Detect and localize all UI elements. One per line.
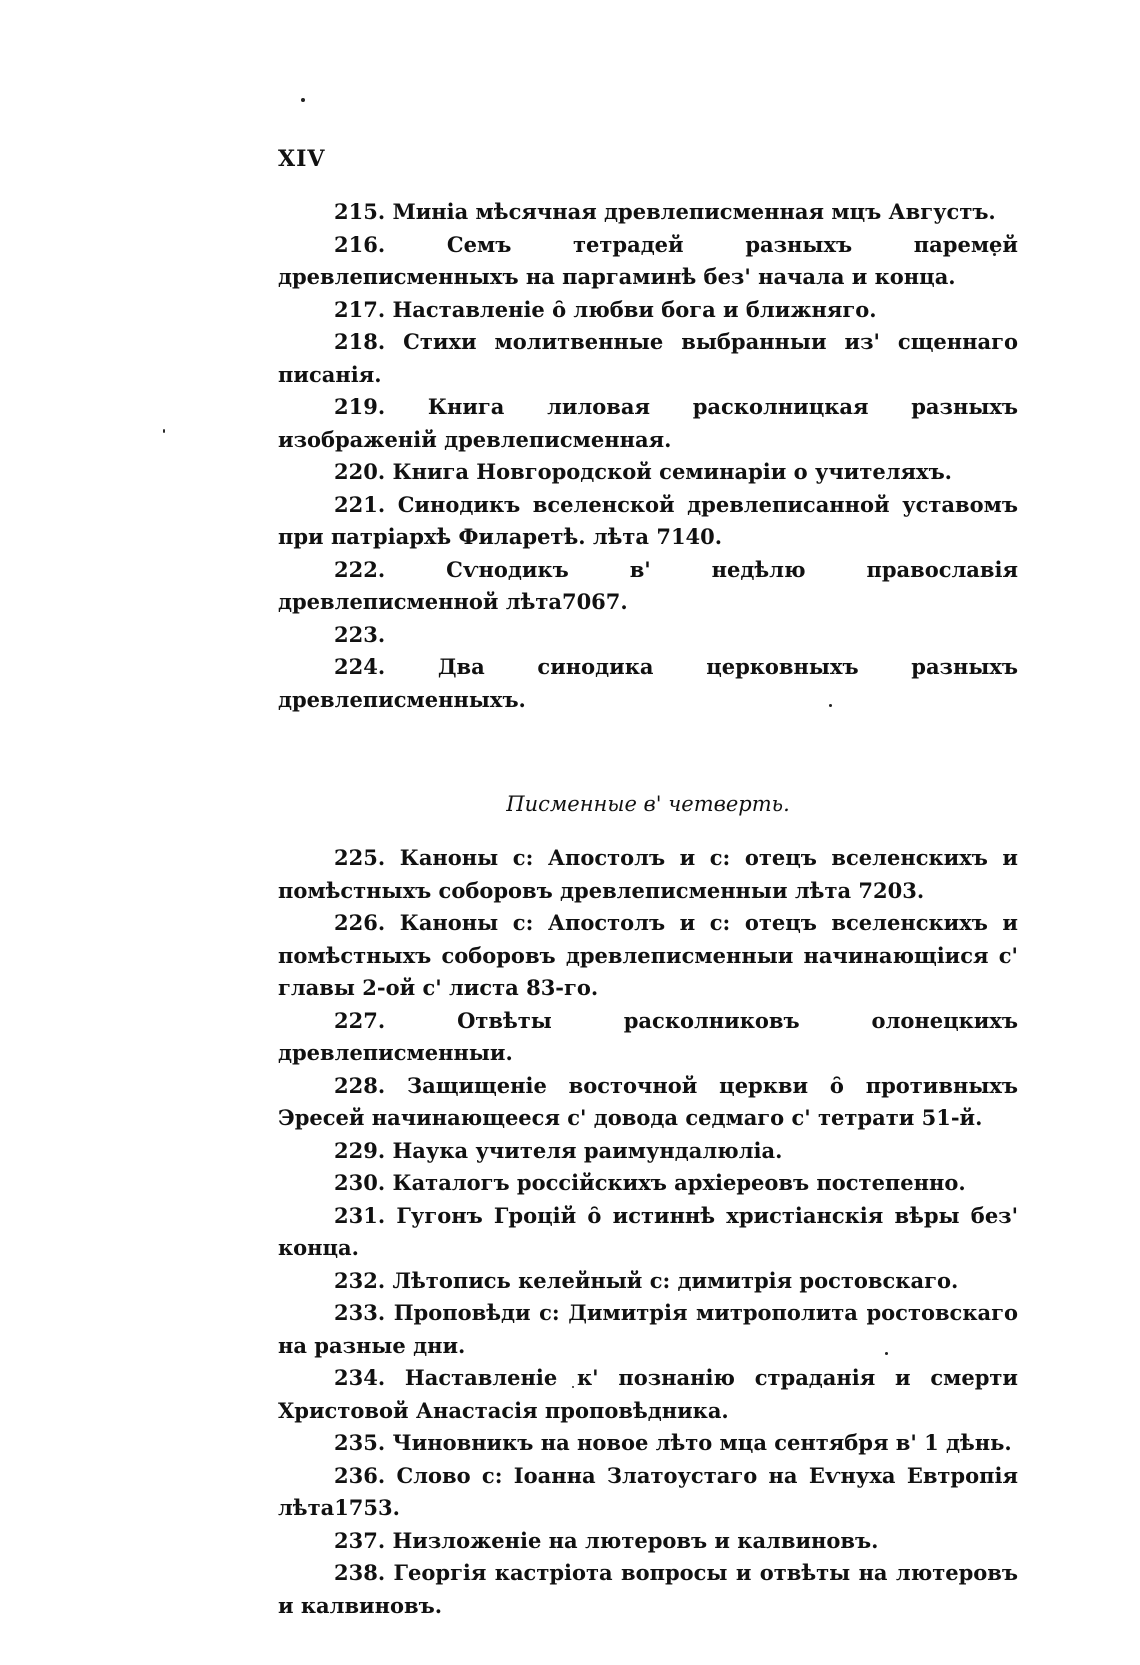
entry-number: 236.	[334, 1462, 386, 1488]
entry-number: 222.	[334, 556, 386, 582]
entry-number: 217.	[334, 296, 386, 322]
entry-text: Два синодика церковныхъ разныхъ древлеписменныхъ.	[278, 654, 1019, 712]
entry-text: Сѵнодикъ в' недѣлю православія древлеписменной лѣта7067.	[278, 556, 1018, 614]
list-entry	[278, 1297, 1018, 1362]
entry-text: Низложеніе на лютеровъ и калвиновъ.	[392, 1527, 879, 1553]
entry-number: 220.	[334, 459, 386, 484]
entry-number: 233.	[334, 1300, 386, 1325]
list-entry	[278, 456, 1018, 489]
entry-number: 238.	[334, 1560, 386, 1585]
list-entry	[278, 1265, 1018, 1298]
entry-text: Наставленіе ȏ любви бога и ближняго.	[392, 296, 877, 322]
entry-number: 225.	[334, 845, 386, 870]
page-number: XIV	[278, 146, 326, 172]
entry-text: Миніа мѣсячная древлеписменная мцъ Августъ.	[392, 199, 996, 224]
list-entry	[278, 619, 1018, 652]
entry-number: 218.	[334, 329, 386, 354]
list-entry	[278, 651, 1018, 716]
entry-list-part2	[278, 842, 1018, 1622]
entry-number: 232.	[334, 1267, 386, 1293]
list-entry	[278, 907, 1018, 1005]
list-entry	[278, 294, 1018, 327]
page-body	[278, 196, 1018, 1622]
section-heading: Писменные в' четверть.	[506, 792, 790, 816]
list-entry	[278, 326, 1018, 391]
entry-text: Отвѣты расколниковъ олонецкихъ древлеписменныи.	[278, 1007, 1018, 1065]
list-entry	[278, 489, 1018, 554]
entry-number: 223.	[334, 621, 386, 647]
entry-text: Каноны с: Апостолъ и с: отецъ вселенскихъ и помѣстныхъ соборовъ древлеписменныи начинающіися с' главы 2-ой с' листа 83-го.	[278, 910, 1018, 1000]
entry-number: 226.	[334, 910, 386, 935]
list-entry	[278, 229, 1018, 294]
list-entry	[278, 1167, 1018, 1200]
entry-text: Проповѣди с: Димитрія митрополита ростовскаго на разные дни.	[278, 1300, 1018, 1358]
entry-number: 224.	[334, 654, 386, 679]
scan-speck	[163, 429, 165, 433]
entry-text: Стихи молитвенные выбранныи из' сщеннаго писанія.	[278, 329, 1019, 387]
list-entry	[278, 1557, 1018, 1622]
entry-number: 228.	[334, 1072, 386, 1098]
entry-number: 216.	[334, 231, 386, 257]
entry-number: 215.	[334, 199, 386, 224]
entry-text: Семъ тетрадей разныхъ паремей древлеписменныхъ на паргаминѣ без' начала и конца.	[278, 231, 1018, 289]
list-entry	[278, 196, 1018, 229]
list-entry	[278, 1525, 1018, 1558]
list-entry	[278, 1200, 1018, 1265]
entry-text: Защищеніе восточной церкви ȏ противныхъ Эресей начинающееся с' довода седмаго с' тетрати 51-й.	[278, 1072, 1019, 1130]
list-entry	[278, 554, 1018, 619]
list-entry	[278, 1362, 1018, 1427]
entry-text: Каталогъ россійскихъ архіереовъ постепенно.	[392, 1170, 966, 1195]
entry-text: Наставленіе к' познанію страданія и смерти Христовой Анастасія проповѣдника.	[278, 1365, 1018, 1423]
entry-text: Гугонъ Гроцій ȏ истиннѣ христіанскія вѣры без' конца.	[278, 1202, 1019, 1260]
list-entry	[278, 1005, 1018, 1070]
entry-text: Георгія кастріота вопросы и отвѣты на лютеровъ и калвиновъ.	[278, 1560, 1018, 1618]
list-entry	[278, 391, 1018, 456]
scan-speck	[301, 98, 305, 102]
entry-number: 234.	[334, 1365, 386, 1390]
entry-number: 231.	[334, 1202, 386, 1228]
entry-text: Каноны с: Апостолъ и с: отецъ вселенскихъ и помѣстныхъ соборовъ древлеписменныи лѣта 7203.	[278, 845, 1018, 903]
list-entry	[278, 842, 1018, 907]
entry-number: 235.	[334, 1430, 386, 1455]
entry-text: Лѣтопись келейный с: димитрія ростовскаго.	[392, 1267, 959, 1293]
entry-list-part1	[278, 196, 1018, 716]
list-entry	[278, 1070, 1018, 1135]
list-entry	[278, 1135, 1018, 1168]
entry-text: Книга Новгородской семинаріи о учителяхъ.	[392, 459, 952, 484]
entry-number: 221.	[334, 491, 386, 517]
entry-text: Чиновникъ на новое лѣто мца сентября в' 1 дѣнь.	[392, 1430, 1012, 1455]
list-entry	[278, 1427, 1018, 1460]
entry-number: 229.	[334, 1137, 386, 1163]
list-entry	[278, 1460, 1018, 1525]
entry-text: Слово с: Іоанна Златоустаго на Еѵнуха Евтропія лѣта1753.	[278, 1462, 1018, 1520]
entry-text: Книга лиловая расколницкая разныхъ изображеній древлеписменная.	[278, 394, 1018, 452]
entry-number: 237.	[334, 1527, 386, 1553]
entry-text: Наука учителя раимундалюліа.	[392, 1137, 783, 1163]
entry-number: 219.	[334, 394, 386, 419]
entry-text: Синодикъ вселенской древлеписанной уставомъ при патріархѣ Филаретѣ. лѣта 7140.	[278, 491, 1018, 549]
entry-number: 227.	[334, 1007, 386, 1033]
entry-number: 230.	[334, 1170, 386, 1195]
